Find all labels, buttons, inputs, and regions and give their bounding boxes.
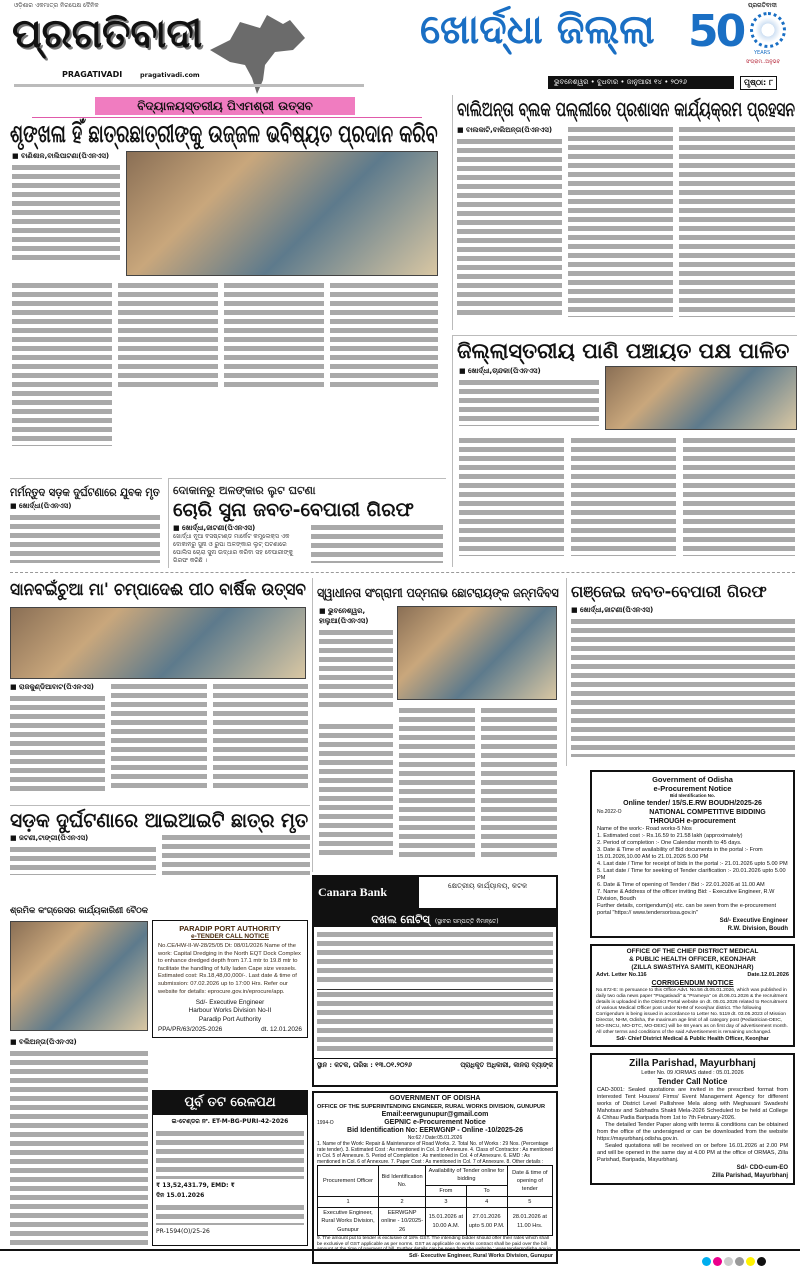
- ad-paradip-port: PARADIP PORT AUTHORITY e-TENDER CALL NOTICE No.CE/HW-II-W-28/25/05 Dt: 08/01/2026 Name of the work: Capital Dredging in the North EQT Dock Complex to enhance dredged depth from 17.1 mtr to 19.8 mtr to facilitate the handling of fully laden Cape size vessels. Estimated cost: Rs.18,48,00,000/-. Last date & time of submission: 07.02.2026 up to 17:00 Hrs. Refer our website for details: eprocure.gov.in/eprocure/app. Sd/- Executive Engineer Harbour Works Division No-II Paradip Port Authority PPA/PR/63/2025-2026 dt. 12.01.2026: [152, 920, 308, 1038]
- masthead-rule: [14, 84, 364, 87]
- section-divider: [10, 572, 795, 573]
- story-congress: ଶ୍ରମିକ କଂଗ୍ରେସର କାର୍ଯ୍ୟକାରିଣୀ ବୈଠକ ■ ବଲିଅନ୍ତା(ପିଏନଏସ): [10, 898, 148, 1246]
- anniversary-logo: 50 ପ୍ରଗତିବାଦୀ YEARS ସଂଗ୍ରାମ..ଅନୁଭବ: [688, 2, 796, 72]
- pani-photo: [605, 366, 797, 430]
- headline: ସଡ଼କ ଦୁର୍ଘଟଣାରେ ଆଇଆଇଟି ଛାତ୍ର ମୃତ: [10, 808, 309, 832]
- story-pani: ଜିଲ୍ଲାସ୍ତରୀୟ ପାଣି ପଞ୍ଚାୟତ ପକ୍ଷ ପାଳିତ ■ ଖୋର୍ଦ୍ଧା,ଚାନ୍ଦକା(ପିଏନଏସ): [452, 335, 797, 567]
- ad-zilla-parishad-mayurbhanj: Zilla Parishad, Mayurbhanj Letter No. 09 /ORMAS dated : 05.01.2026 Tender Call Notice CAD-3001: Sealed quotations are invited in the prescribed format from interested Tent Houses/ Firms/ Event Management Agency for different works of District Level Pallishree Mela along with Meghasani Swadeshi Mahotsav and Subhadra Shakti Mela-2026 Scheduled to be held at College & Chhau Padia Baripada from 1st to 7th February-2026. The detailed Tender Paper along with terms & conditions can be obtained from the office of the undersigned or can be downloaded from the website https://mayurbhanj.odisha.gov.in. Sealed quotations will be received on or before 16.01.2026 at 2.00 PM and will be opened in the same day at 4.00 PM at the office of ORMAS, Zilla Parishad, Baripada, Mayurbhanj. Sd/- CDO-cum-EO Zilla Parishad, Mayurbhanj: [590, 1053, 795, 1185]
- story-accident: ମର୍ମନ୍ତୁଦ ସଡ଼କ ଦୁର୍ଘଟଣାରେ ଯୁବକ ମୃତ ■ ଖୋର୍ଦ୍ଧା(ପିଏନଏସ): [10, 478, 162, 568]
- headline: ଜିଲ୍ଲାସ୍ତରୀୟ ପାଣି ପଞ୍ଚାୟତ ପକ୍ଷ ପାଳିତ: [457, 339, 790, 363]
- festival-photo: [10, 607, 306, 679]
- headline: ଶୃଙ୍ଖଳା ହିଁ ଛାତ୍ରଛାତ୍ରୀଙ୍କୁ ଉଜ୍ଜଳ ଭବିଷ୍ୟତ ପ୍ରଦାନ କରିବ: [10, 119, 438, 148]
- story-gold: ଦୋକାନରୁ ଅଳଙ୍କାର ଲୁଟ ଘଟଣା ଚୋରି ସୁନା ଜବତ-ବେପାରୀ ଗିରଫ ■ ଖୋର୍ଦ୍ଧା,ଜାଟଣୀ(ପିଏନଏସ) ଖୋର୍ଦ୍ଧା ନୂଆ ବସଷ୍ଟାଣ୍ଡ ମାର୍କେଟ କମ୍ପ୍ଲେକ୍ସ ଏକ ଦୋକାନରୁ ସୁନା ଓ ରୁପା ଅଳଙ୍କାର ଲୁଟ୍ ଘଟଣାରେ ପୋଲିସ ଚୋରା ସୁନା ଉଦ୍ଧାର କରିବା ସହ ବେପାରୀଙ୍କୁ ଗିରଫ କରିଛି ।: [168, 478, 446, 568]
- headline: ଶ୍ରମିକ କଂଗ୍ରେସର କାର୍ଯ୍ୟକାରିଣୀ ବୈଠକ: [10, 906, 148, 916]
- story-ganja: ଗଞ୍ଜେଇ ଜବତ-ବେପାରୀ ଗିରଫ ■ ଖୋର୍ଦ୍ଧା,ଜାଟଣୀ(ପିଏନଏସ): [566, 578, 796, 766]
- meeting-photo: [10, 921, 148, 1031]
- headline: ଗଞ୍ଜେଇ ଜବତ-ବେପାରୀ ଗିରଫ: [571, 582, 767, 601]
- kicker: ବିଦ୍ୟାଳୟସ୍ତରୀୟ ପିଏମଶ୍ରୀ ଉତ୍ସବ: [95, 97, 355, 115]
- story-iit: ସଡ଼କ ଦୁର୍ଘଟଣାରେ ଆଇଆଇଟି ଛାତ୍ର ମୃତ ■ ଜଟଣୀ,ଟାଙ୍ଗୀ(ପିଏନଏସ): [10, 805, 310, 895]
- district-map-icon: [205, 10, 315, 95]
- masthead: [0, 0, 800, 92]
- story-pmshri: ବିଦ୍ୟାଳୟସ୍ତରୀୟ ପିଏମଶ୍ରୀ ଉତ୍ସବ ଶୃଙ୍ଖଳା ହିଁ ଛାତ୍ରଛାତ୍ରୀଙ୍କୁ ଉଜ୍ଜଳ ଭବିଷ୍ୟତ ପ୍ରଦାନ କରିବ ■ ବାଣିଶାଳ,ବାଲିପାଟଣା(ପିଏନଏସ): [10, 95, 440, 473]
- kicker: ଦୋକାନରୁ ଅଳଙ୍କାର ଲୁଟ ଘଟଣା: [173, 484, 316, 497]
- headline: ସାନବଇଁଚୁଆ ମା' ଚମ୍ପାଦେଈ ପୀଠ ବାର୍ଷିକ ଉତ୍ସବ: [10, 580, 306, 600]
- story-balianta: ବାଲିଅନ୍ତା ବ୍ଲକ ପଲ୍ଲୀରେ ପ୍ରଶାସନ କାର୍ଯ୍ୟକ୍ରମ ପ୍ରହସନ ■ ବାଲକାଟି,ବାଲିଅନ୍ତା(ପିଏନଏସ): [452, 95, 797, 330]
- ad-canara-bank: Canara Bank କ୍ଷେତ୍ରୀୟ କାର୍ଯ୍ୟାଳୟ, କଟକ ଦଖଲ ନୋଟିସ୍ (ସ୍ଥାବର ସମ୍ପତ୍ତି ନିମନ୍ତେ) ସ୍ଥାନ : କଟକ, ତାରିଖ : ୧୩.୦୧.୨୦୨୬ ପ୍ରାଧିକୃତ ଅଧିକାରୀ, କାନରା ବ୍ୟାଙ୍କ: [312, 875, 558, 1087]
- headline: ବାଲିଅନ୍ତା ବ୍ଲକ ପଲ୍ଲୀରେ ପ୍ରଶାସନ କାର୍ଯ୍ୟକ୍ରମ ପ୍ରହସନ: [457, 97, 796, 121]
- story-sanabainchua: ସାନବଇଁଚୁଆ ମା' ଚମ୍ପାଦେଈ ପୀଠ ବାର୍ଷିକ ଉତ୍ସବ ■ ରାଜକୁଣ୍ଡିଆବାଟ(ପିଏନଏସ): [10, 578, 308, 802]
- logo: ପ୍ରଗତିବାଦୀ: [12, 11, 203, 57]
- website[interactable]: pragativadi.com: [140, 71, 200, 79]
- tender-table: Procurement Officer Bid Identification No. Availability of Tender online for bidding Date & time of opening of tender From To 1 2 3 4 5 Executive Engineer, Rural Works Division, Gunupur EERWGNP online - 10/2025-26 15.01.2026 at 10.00 A.M. 27.01.2026 upto 5.00 P.M. 28.01.2026 at 11.00 Hrs.: [317, 1165, 553, 1236]
- date-bar: ଭୁବନେଶ୍ୱର • ବୁଧବାର • ଜାନୁଆରୀ ୧୪ • ୨୦୨୬: [548, 76, 734, 89]
- tagline: ଓଡ଼ିଶାର ଏକମାତ୍ର ନିରପେକ୍ଷ ଦୈନିକ: [14, 2, 99, 9]
- footer-rule: [0, 1249, 800, 1251]
- logo-en: PRAGATIVADI: [62, 70, 123, 79]
- award-photo: [126, 151, 438, 276]
- ad-keonjhar-cdmo: OFFICE OF THE CHIEF DISTRICT MEDICAL & PUBLIC HEALTH OFFICER, KEONJHAR (ZILLA SWASTHYA SAMITI, KEONJHAR) Advt. Letter No.116 Date.12.01.2026 CORRIGENDUM NOTICE No.672-E: In persuance to this Office Advt. No.56 dt.05.01.2026, which was published in daily two odia news paper "Pragativadi" & "Prameya" on dt.06.01.2026 & the recruitment details is uploaded in the District Portal website on dt. 05.01.2026 related to Recruitment of various Medical Officer post under NHM of Keonjhar district. The following Corrigendum is being issued in accordance to Letter No. 5119 dt. 03.05.2023 of Mission Director, NHM, Odisha, the maximum age limit of all category post (Pediatrician-DEIC, MO-SNCU, MO-DTC, MO-DEIC) will be 68 years as on first day of advertisement month. All other terms and conditions of the said Advertisement is remaining unchanged. Sd/- Chief District Medical & Public Health Officer, Keonjhar: [590, 944, 795, 1047]
- headline: ସ୍ୱାଧୀନତା ସଂଗ୍ରାମୀ ପଦ୍ମନାଭ ଛୋଟରାୟଙ୍କ ଜନ୍ମଦିବସ: [317, 585, 559, 600]
- registration-marks: [700, 1251, 766, 1270]
- ad-rw-boudh: Government of Odisha e-Procurement Notice Bid Identification No. Online tender/ 15/S.E.RW BOUDH/2025-26 No.2022-O NATIONAL COMPETITIVE BIDDING THROUGH e-procurement Name of the work:- Road works-5 Nos 1. Estimated cost :- Rs.16.59 to 21.58 lakh (approximately) 2. Period of completion :- One Calendar month to 45 days. 3. Date & Time of availability of Bid documents in the portal :- From 15.01.2026,10.00 AM to 21.01.2026 5.00 PM 4. Last date / Time for receipt of bids in the portal :- 21.01.2026 upto 5.00 PM 5. Last date / Time for seeking of Tender clarification :- 20.01.2026 upto 5.00 PM 6. Date & Time of opening of Tender / Bid :- 22.01.2026 at 11.00 AM 7. Name & Address of the officer inviting Bid: - Executive Engineer, R.W Division, Boudh Further details, corrigendum(s) etc. can be seen from the e-procurement portal "https:// www.tendersorissa.gov.in" Sd/- Executive Engineer R.W. Division, Boudh: [590, 770, 795, 938]
- ad-rw-gunupur: GOVERNMENT OF ODISHA OFFICE OF THE SUPERINTENDING ENGINEER, RURAL WORKS DIVISION, GUNUPUR Email:eerwgunupur@gmail.com 1994-O GEPNIC e-Procurement Notice Bid Identification No: EERWGNP - Online -10/2025-26 No:62 / Date:05.01.2026 1. Name of the Work: Repair & Maintenance of Road Works. 2. Total No. of Works : 29 Nos. (Percentage rate tender). 3. Estimated Cost : As mentioned in Col. 3 of Annexure. 4. Class of Contractor : As mentioned in Col. 5 of Annexure. 5. Period of Completion : As mentioned in Col. 4 of Annexure. 6. EMD : As mentioned in Col. 6 of Annexure. 7. Paper Cost : As mentioned in Col. 7 of Annexure. 8. Other details : Procurement Officer Bid Identification No. Availability of Tender online for bidding Date & time of opening of tender From To 1 2 3 4 5 Executive Engineer, Rural Works Division, Gunupur EERWGNP online - 10/2025-26 15.01.2026 at 10.00 A.M. 27.01.2026 upto 5.00 P.M. 28.01.2026 at 11.00 Hrs. 9. The amount put to tender is exclusive of 18% GST. The intending bidder should offer their rates which shall be exclusive of GST applicable as per norms. GST as applicable on works contract shall be paid over the bill Sd/- Executive Engineer, Rural Works Division, Gunupur: [312, 1091, 558, 1264]
- tribute-photo: [397, 606, 557, 700]
- district-title: ଖୋର୍ଦ୍ଧା ଜିଲ୍ଲା: [420, 7, 655, 53]
- right-ads-column: [590, 770, 795, 1185]
- page-number: ପୃଷ୍ଠା: ୮: [740, 76, 777, 90]
- headline: ମର୍ମନ୍ତୁଦ ସଡ଼କ ଦୁର୍ଘଟଣାରେ ଯୁବକ ମୃତ: [10, 485, 160, 499]
- ad-east-coast-railway: ପୂର୍ବ ତଟ ରେଳପଥ ଇ-ଟେଣ୍ଡର ନଂ. ET-M-BG-PURI-42-2026 ₹ 13,52,431.79, EMD: ₹ ଦିନ 15.01.2026 PR-1594(O)/25-26: [152, 1090, 308, 1246]
- story-freedom: ସ୍ୱାଧୀନତା ସଂଗ୍ରାମୀ ପଦ୍ମନାଭ ଛୋଟରାୟଙ୍କ ଜନ୍ମଦିବସ ■ ଭୁବନେଶ୍ୱର, ହାଲୁଆ(ପିଏନଏସ): [312, 578, 560, 872]
- headline: ଚୋରି ସୁନା ଜବତ-ବେପାରୀ ଗିରଫ: [173, 499, 414, 521]
